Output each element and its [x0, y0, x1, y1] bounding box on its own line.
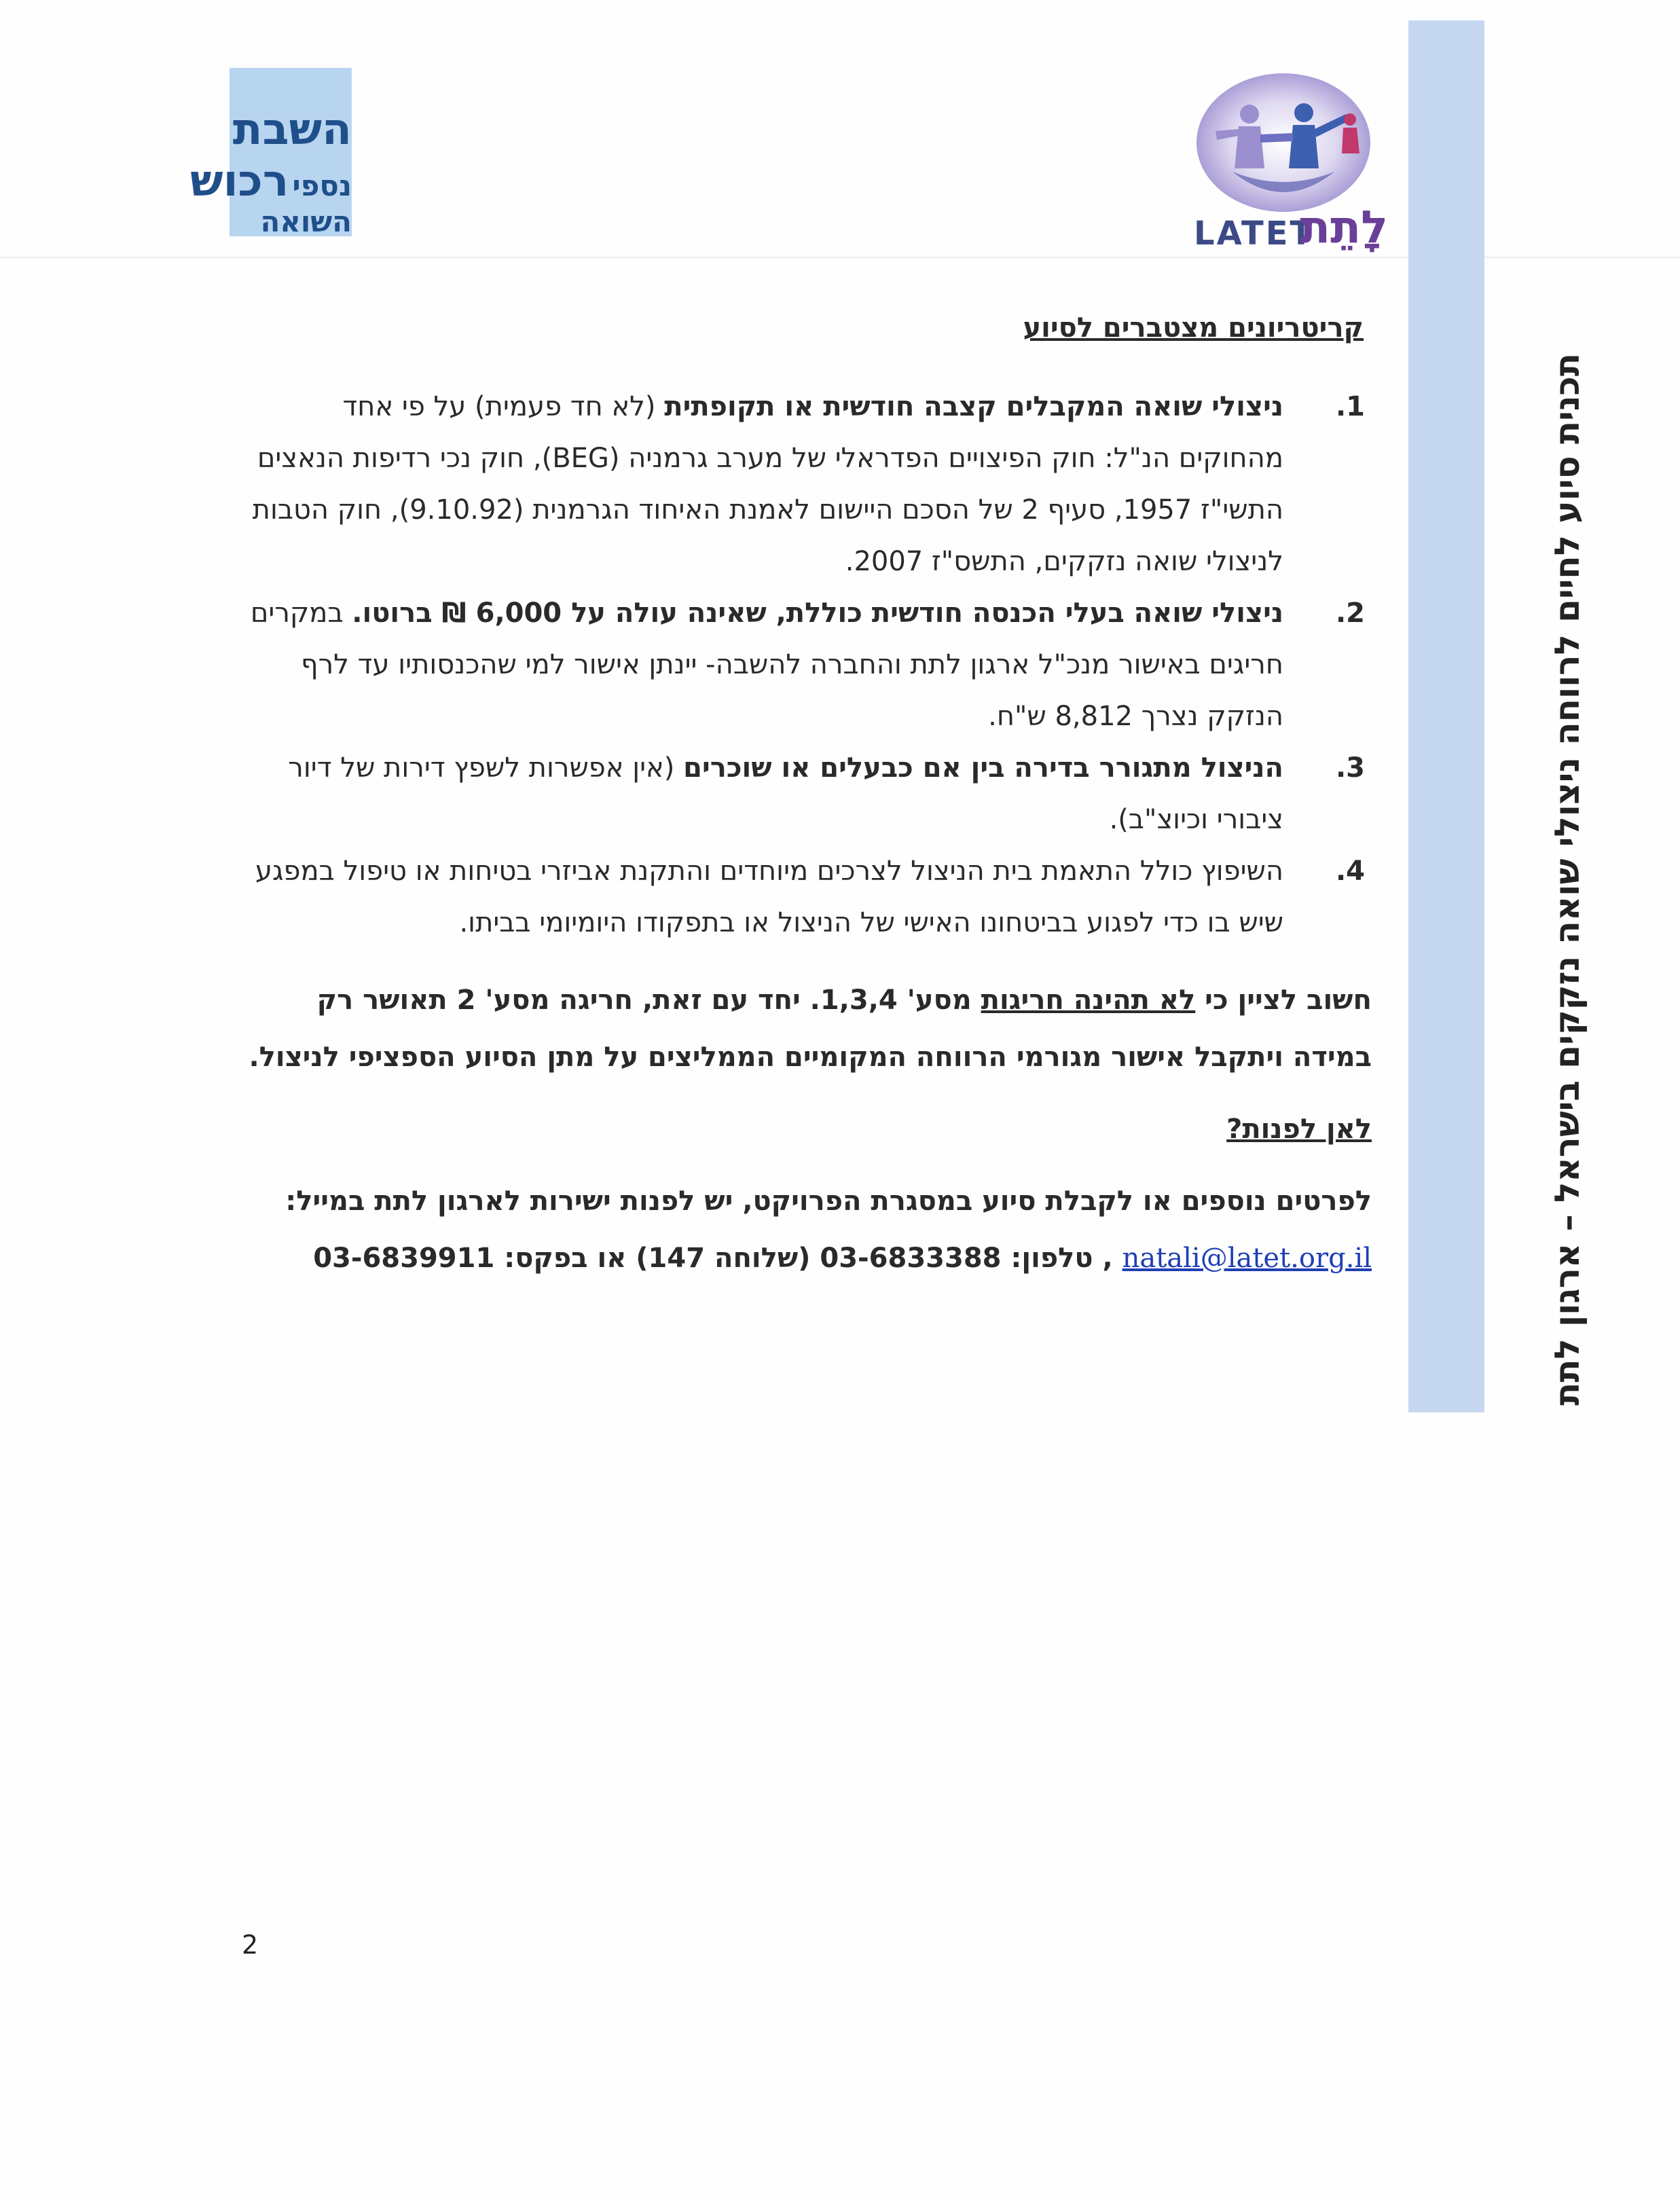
criteria-heading: קריטריונים מצטברים לסיוע — [1023, 312, 1364, 344]
criteria-item-text: (לא חד פעמית) על פי אחד מהחוקים הנ"ל: חוק הפיצויים הפדראלי של מערב גרמניה (BEG), חוק נכי רדיפות הנאצים התשי"ז 1957, סעיף 2 של הסכם היישום לאמנת האיחוד הגרמנית (9.10.92), חוק הטבות לניצולי שואה נזקקים, התשס"ז 2007. — [252, 391, 1283, 577]
exceptions-note — [238, 972, 1372, 1086]
email-link[interactable]: natali@latet.org.il — [1122, 1243, 1372, 1274]
latet-logo — [1168, 67, 1392, 263]
contact-paragraph — [238, 1173, 1372, 1287]
side-title: תכנית סיוע לחיים לרווחה ניצולי שואה נזקקים בישראל – ארגון לתת — [1548, 353, 1587, 1406]
hashava-logo-line2a: נספי — [292, 169, 352, 202]
criteria-item-text: השיפוץ כולל התאמת בית הניצול לצרכים מיוחדים והתקנת אביזרי בטיחות או טיפול במפגע שיש בו כדי לפגוע בביטחונו האישי של הניצול או בתפקודו היומיומי בביתו. — [255, 856, 1283, 938]
criteria-item-2 — [238, 587, 1372, 742]
note-part1: חשוב לציין כי — [1195, 985, 1372, 1016]
side-title-wrap — [1535, 353, 1600, 1406]
note-underlined: לא תהינה חריגות — [981, 985, 1196, 1016]
criteria-item-bold: ניצולי שואה המקבלים קצבה חודשית או תקופתית — [664, 391, 1283, 422]
hashava-logo-line2 — [190, 156, 352, 206]
criteria-item-number: 4. — [1335, 856, 1365, 887]
latet-logo-text-he: לָתֵת — [1300, 201, 1389, 253]
criteria-item-bold: ניצולי שואה בעלי הכנסה חודשית כוללת, שאינה עולה על 6,000 ₪ ברוטו. — [352, 598, 1283, 629]
criteria-item-number: 3. — [1335, 752, 1365, 784]
criteria-item-4 — [238, 845, 1372, 949]
latet-logo-text-en: LATET — [1194, 215, 1315, 253]
latet-logo-figures-icon — [1168, 67, 1392, 216]
contact-part1: לפרטים נוספים או לקבלת סיוע במסגרת הפרויקט, יש לפנות ישירות לארגון לתת במייל: — [285, 1186, 1372, 1217]
hashava-logo-line3: השואה — [260, 205, 352, 238]
contact-part2: , טלפון: 03-6833388 (שלוחה 147) או בפקס: 03-6839911 — [313, 1243, 1122, 1274]
criteria-item-text: במקרים חריגים באישור מנכ"ל ארגון לתת והחברה להשבה- יינתן אישור למי שהכנסותיו עד לרף הנזקק נצרך 8,812 ש"ח. — [250, 598, 1283, 732]
hashava-logo-line1: השבת — [232, 105, 352, 155]
page-number: 2 — [242, 1930, 259, 1960]
note-part2: מסע' 1,3,4. יחד עם זאת, חריגה מסע' 2 תאושר רק במידה ויתקבל אישור מגורמי הרווחה המקומיים הממליצים על מתן הסיוע הספציפי לניצול. — [249, 985, 1372, 1073]
criteria-item-3 — [238, 742, 1372, 845]
criteria-item-text: (אין אפשרות לשפץ דירות של דיור ציבורי וכיוצ"ב). — [288, 752, 1283, 835]
criteria-list — [238, 381, 1372, 949]
criteria-item-1 — [238, 381, 1372, 587]
hashava-logo-line2b: רכוש — [190, 156, 289, 206]
criteria-item-bold: הניצול מתגורר בדירה בין אם כבעלים או שוכרים — [683, 752, 1283, 784]
criteria-item-number: 1. — [1335, 391, 1365, 422]
criteria-item-number: 2. — [1335, 598, 1365, 629]
where-to-turn-heading: לאן לפנות? — [1226, 1114, 1372, 1145]
document-body — [238, 302, 1372, 1287]
hashava-logo — [190, 68, 352, 238]
side-bar — [1408, 20, 1484, 1412]
